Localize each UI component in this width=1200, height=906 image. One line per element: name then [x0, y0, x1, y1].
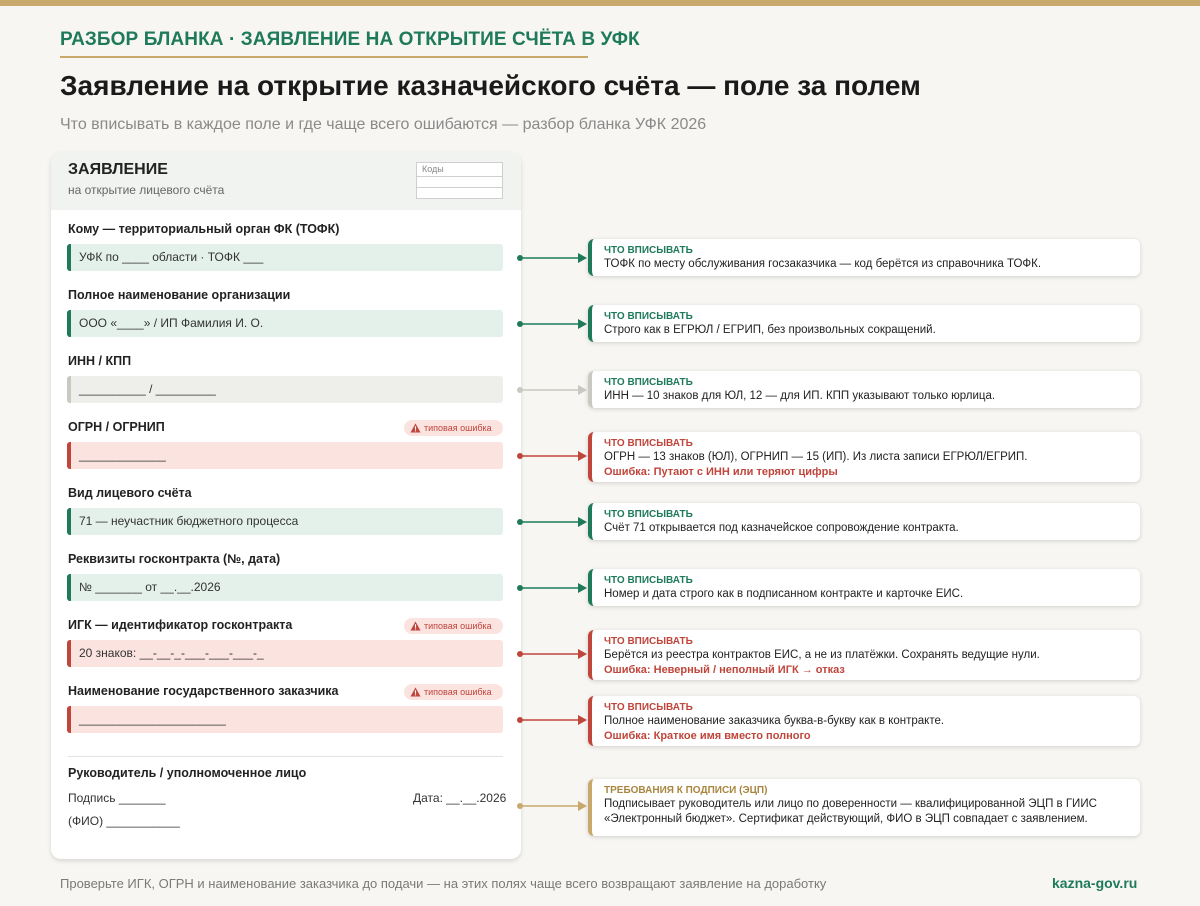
callout-signature [588, 779, 1140, 836]
field-label-contract-details: Реквизиты госконтракта (№, дата) [68, 552, 281, 566]
error-badge [404, 420, 503, 436]
callout-heading: ЧТО ВПИСЫВАТЬ [604, 311, 693, 322]
field-label-inn-kpp: ИНН / КПП [68, 354, 132, 368]
connector-org-name [517, 319, 587, 329]
field-customer-name[interactable]: ______________________ [67, 706, 503, 733]
callout-error: Ошибка: Путают с ИНН или теряют цифры [604, 466, 838, 478]
callout-tofk [588, 239, 1140, 276]
callout-heading: ЧТО ВПИСЫВАТЬ [604, 575, 693, 586]
form-name: ЗАЯВЛЕНИЕ [68, 161, 168, 178]
field-label-ogrn: ОГРН / ОГРНИП [68, 420, 165, 434]
callout-contract-details [588, 569, 1140, 606]
error-badge-label: типовая ошибка [424, 423, 492, 433]
callout-error: Ошибка: Краткое имя вместо полного [604, 730, 811, 742]
callout-account-type [588, 503, 1140, 540]
warning-icon [410, 621, 421, 631]
callout-text: ИНН — 10 знаков для ЮЛ, 12 — для ИП. КПП указывают только юрлица. [604, 390, 996, 402]
callout-text-line2: «Электронный бюджет». Сертификат действующий, ФИО в ЭЦП совпадает с заявлением. [604, 813, 1088, 825]
callout-heading: ЧТО ВПИСЫВАТЬ [604, 509, 693, 520]
page-title: Заявление на открытие казначейского счёта — поле за полем [60, 70, 921, 101]
kicker-underline [60, 56, 588, 58]
codes-box [416, 162, 503, 199]
form-subtitle: на открытие лицевого счёта [68, 183, 225, 197]
codes-row-line [417, 176, 502, 177]
callout-heading: ЧТО ВПИСЫВАТЬ [604, 245, 693, 256]
callout-heading: ЧТО ВПИСЫВАТЬ [604, 377, 693, 388]
signature-sign-field[interactable]: Подпись _______ [68, 791, 166, 805]
error-badge [404, 684, 503, 700]
callout-inn-kpp [588, 371, 1140, 408]
connector-signature [517, 801, 587, 811]
footer-note: Проверьте ИГК, ОГРН и наименование заказчика до подачи — на этих полях чаще всего возвращают заявление на доработку [60, 876, 827, 891]
form-header [51, 152, 521, 210]
callout-org-name [588, 305, 1140, 342]
callout-text: ТОФК по месту обслуживания госзаказчика — код берётся из справочника ТОФК. [604, 258, 1042, 270]
callout-error: Ошибка: Неверный / неполный ИГК → отказ [604, 664, 845, 676]
connector-tofk [517, 253, 587, 263]
form-card [51, 152, 521, 859]
signature-date-field[interactable]: Дата: __.__.2026 [413, 791, 507, 805]
connector-ogrn [517, 451, 587, 461]
callout-heading: ТРЕБОВАНИЯ К ПОДПИСИ (ЭЦП) [604, 785, 768, 796]
top-accent-bar [0, 0, 1200, 6]
field-label-tofk: Кому — территориальный орган ФК (ТОФК) [68, 222, 340, 236]
callout-text: Полное наименование заказчика буква-в-букву как в контракте. [604, 715, 945, 727]
callout-text: Номер и дата строго как в подписанном контракте и карточке ЕИС. [604, 588, 964, 600]
connector-customer-name [517, 715, 587, 725]
warning-icon [410, 687, 421, 697]
callout-customer-name [588, 696, 1140, 746]
callout-text: Счёт 71 открывается под казначейское сопровождение контракта. [604, 522, 959, 534]
callout-text: Подписывает руководитель или лицо по доверенности — квалифицированной ЭЦП в ГИИС [604, 798, 1097, 810]
codes-row-line [417, 187, 502, 188]
connector-account-type [517, 517, 587, 527]
kicker: РАЗБОР БЛАНКА · ЗАЯВЛЕНИЕ НА ОТКРЫТИЕ СЧЁТА В УФК [60, 29, 640, 50]
connector-igk [517, 649, 587, 659]
field-inn-kpp[interactable]: __________ / _________ [67, 376, 503, 403]
field-igk[interactable]: 20 знаков: __-__-_-___-___-___-_ [67, 640, 503, 667]
field-ogrn[interactable]: _____________ [67, 442, 503, 469]
callout-heading: ЧТО ВПИСЫВАТЬ [604, 702, 693, 713]
footer-site-link[interactable]: kazna-gov.ru [1052, 875, 1138, 891]
codes-label: Коды [422, 164, 444, 174]
field-tofk[interactable]: УФК по ____ области · ТОФК ___ [67, 244, 503, 271]
connector-contract-details [517, 583, 587, 593]
field-contract-details[interactable]: № _______ от __.__.2026 [67, 574, 503, 601]
callout-heading: ЧТО ВПИСЫВАТЬ [604, 636, 693, 647]
connector-inn-kpp [517, 385, 587, 395]
error-badge-label: типовая ошибка [424, 621, 492, 631]
field-label-account-type: Вид лицевого счёта [68, 486, 192, 500]
page-subtitle: Что вписывать в каждое поле и где чаще всего ошибаются — разбор бланка УФК 2026 [60, 116, 707, 133]
field-label-org-name: Полное наименование организации [68, 288, 291, 302]
callout-igk [588, 630, 1140, 680]
field-label-customer-name: Наименование государственного заказчика [68, 684, 339, 698]
warning-icon [410, 423, 421, 433]
callout-text: ОГРН — 13 знаков (ЮЛ), ОГРНИП — 15 (ИП). Из листа записи ЕГРЮЛ/ЕГРИП. [604, 451, 1028, 463]
callout-heading: ЧТО ВПИСЫВАТЬ [604, 438, 693, 449]
form-divider [68, 756, 503, 757]
callout-ogrn [588, 432, 1140, 482]
field-org-name[interactable]: ООО «____» / ИП Фамилия И. О. [67, 310, 503, 337]
field-account-type[interactable]: 71 — неучастник бюджетного процесса [67, 508, 503, 535]
callout-text: Берётся из реестра контрактов ЕИС, а не из платёжки. Сохранять ведущие нули. [604, 649, 1040, 661]
callout-text: Строго как в ЕГРЮЛ / ЕГРИП, без произвольных сокращений. [604, 324, 936, 336]
signature-title: Руководитель / уполномоченное лицо [68, 766, 307, 780]
error-badge [404, 618, 503, 634]
signature-fio-field[interactable]: (ФИО) ___________ [68, 814, 180, 828]
field-label-igk: ИГК — идентификатор госконтракта [68, 618, 293, 632]
error-badge-label: типовая ошибка [424, 687, 492, 697]
